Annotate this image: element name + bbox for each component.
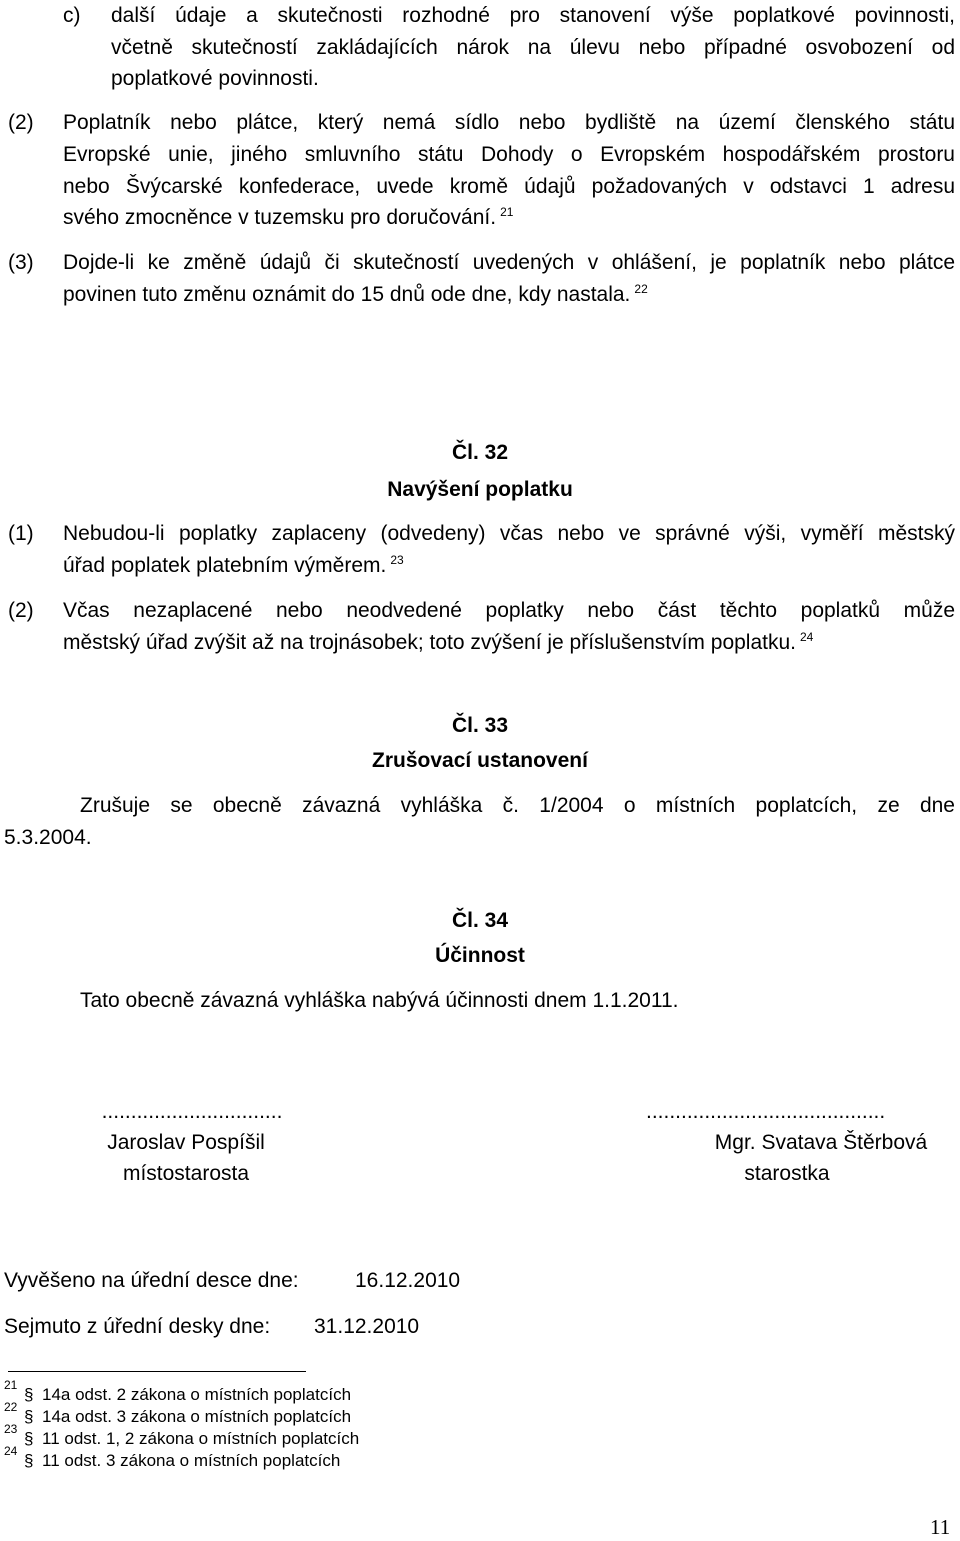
para-2-line-4 (63, 202, 513, 234)
posted-label: Vyvěšeno na úřední desce dne: (4, 1269, 299, 1292)
signature-right-role: starostka (744, 1162, 830, 1185)
art32-p2-line-2-text: městský úřad zvýšit až na trojnásobek; toto zvýšení je příslušenstvím poplatku. (63, 631, 796, 654)
para-2-line-3: nebo Švýcarské konfederace, uvede kromě údajů požadovaných v odstavci 1 adresu (63, 175, 955, 198)
page-number: 11 (930, 1515, 951, 1539)
section-sign-icon: § (24, 1451, 34, 1470)
art32-p1-line-1: Nebudou-li poplatky zaplaceny (odvedeny) včas nebo ve správné výši, vyměří městský (63, 522, 955, 545)
section-sign-icon: § (24, 1385, 34, 1404)
art33-number: Čl. 33 (451, 714, 509, 737)
art32-p1-line-2-text: úřad poplatek platebním výměrem. (63, 554, 387, 577)
signature-left-dots: ............................... (101, 1100, 283, 1123)
art32-p1-line-2 (63, 550, 404, 582)
art32-p1-label: (1) (8, 522, 34, 545)
footnote-ref-24: 24 (800, 630, 814, 644)
signature-left-name: Jaroslav Pospíšil (107, 1131, 265, 1154)
footnote-separator (8, 1371, 306, 1372)
para-2-line-2: Evropské unie, jiného smluvního státu Dohody o Evropském hospodářském prostoru (63, 143, 955, 166)
art32-title: Navýšení poplatku (387, 478, 573, 501)
section-sign-icon: § (24, 1407, 34, 1426)
para-2-line-4-text: svého zmocněnce v tuzemsku pro doručování. (63, 206, 497, 229)
footnote-ref-21: 21 (500, 205, 514, 219)
art34-number: Čl. 34 (451, 909, 509, 932)
para-2-label: (2) (8, 111, 34, 134)
footnote-24-text: 11 odst. 3 zákona o místních poplatcích (42, 1451, 341, 1470)
signature-right-dots: ......................................... (646, 1100, 886, 1123)
footnote-ref-22: 22 (634, 282, 648, 296)
para-3-line-2 (63, 279, 648, 311)
art34-text: Tato obecně závazná vyhláška nabývá účinnosti dnem 1.1.2011. (80, 989, 679, 1012)
footnote-23-text: 11 odst. 1, 2 zákona o místních poplatcích (42, 1429, 360, 1448)
art33-line-2: 5.3.2004. (4, 826, 92, 849)
footnote-22-text: 14a odst. 3 zákona o místních poplatcích (42, 1407, 352, 1426)
removed-label: Sejmuto z úřední desky dne: (4, 1315, 271, 1338)
signature-right-name: Mgr. Svatava Štěrbová (714, 1131, 928, 1154)
para-c-line-2: včetně skutečností zakládajících nárok na úlevu nebo případné osvobození od (111, 36, 955, 59)
footnote-24-number: 24 (4, 1444, 18, 1458)
footnote-22-number: 22 (4, 1400, 18, 1414)
signature-left-role: místostarosta (122, 1162, 250, 1185)
footnote-23-number: 23 (4, 1422, 18, 1436)
para-2-line-1: Poplatník nebo plátce, který nemá sídlo nebo bydliště na území členského státu (63, 111, 955, 134)
para-3-label: (3) (8, 251, 34, 274)
art33-line-1: Zrušuje se obecně závazná vyhláška č. 1/2004 o místních poplatcích, ze dne (80, 794, 955, 817)
art32-p2-line-2 (63, 627, 813, 659)
footnote-ref-23: 23 (390, 553, 404, 567)
art32-p2-label: (2) (8, 599, 34, 622)
para-c-label: c) (63, 4, 81, 27)
posted-date: 16.12.2010 (355, 1269, 461, 1292)
art32-number: Čl. 32 (451, 441, 509, 464)
para-c-line-1: další údaje a skutečnosti rozhodné pro stanovení výše poplatkové povinnosti, (111, 4, 955, 27)
removed-date: 31.12.2010 (314, 1315, 420, 1338)
para-3-line-2-text: povinen tuto změnu oznámit do 15 dnů ode dne, kdy nastala. (63, 283, 631, 306)
art32-p2-line-1: Včas nezaplacené nebo neodvedené poplatky nebo část těchto poplatků může (63, 599, 955, 622)
art34-title: Účinnost (435, 944, 525, 967)
footnote-21-text: 14a odst. 2 zákona o místních poplatcích (42, 1385, 352, 1404)
para-3-line-1: Dojde-li ke změně údajů či skutečností uvedených v ohlášení, je poplatník nebo plátce (63, 251, 955, 274)
footnote-21-number: 21 (4, 1378, 18, 1392)
section-sign-icon: § (24, 1429, 34, 1448)
para-c-line-3: poplatkové povinnosti. (111, 67, 319, 90)
art33-title: Zrušovací ustanovení (372, 749, 588, 772)
